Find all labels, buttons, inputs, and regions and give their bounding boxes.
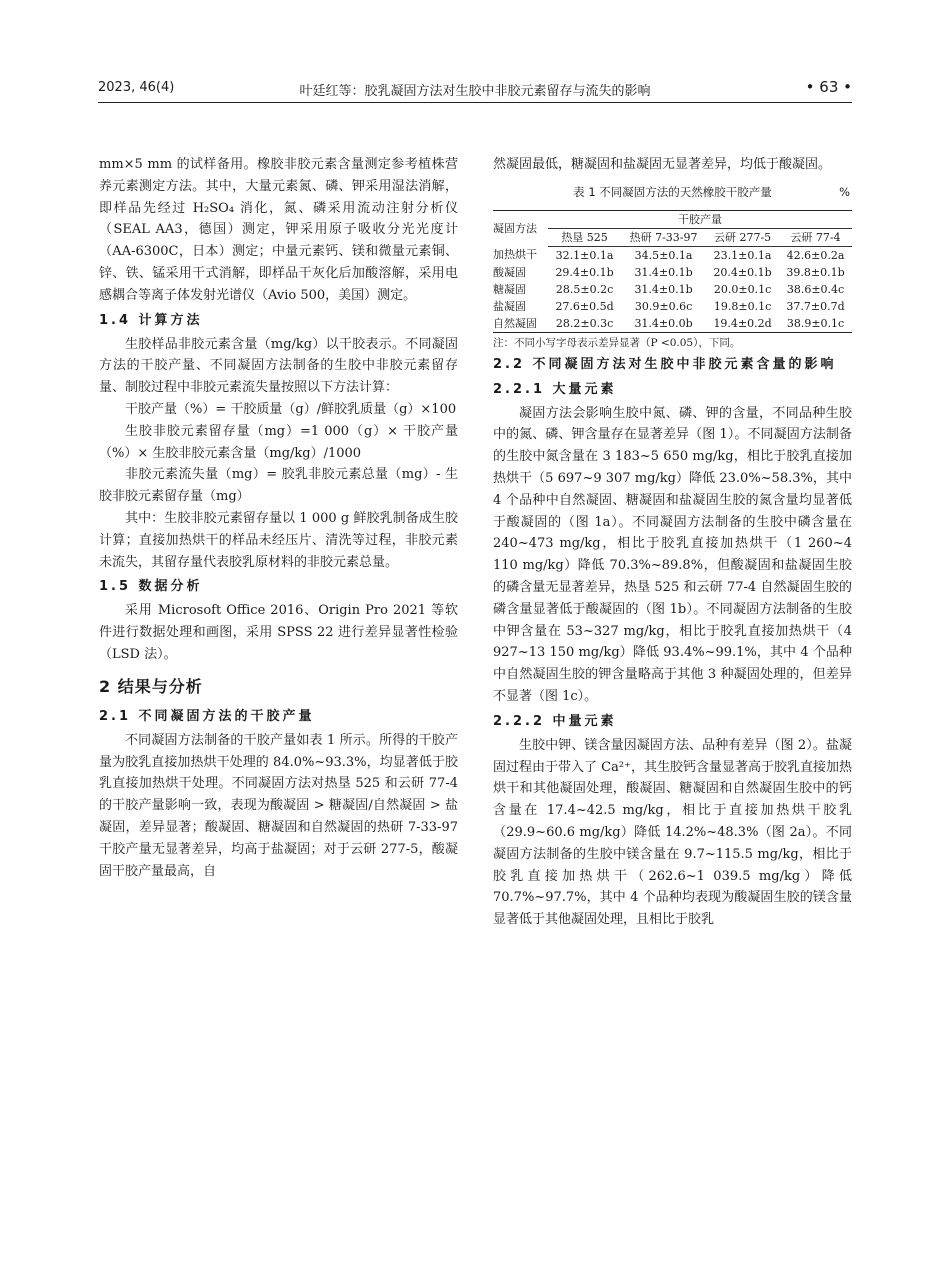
table-row-label: 自然凝固: [493, 316, 537, 330]
section-2-heading: 2 结果与分析: [99, 676, 203, 696]
table-cell: 28.2±0.3c: [555, 316, 614, 330]
table-1-caption: 表 1 不同凝固方法的天然橡胶干胶产量: [573, 184, 772, 199]
section-1-5-heading: 1.5 数据分析: [99, 579, 203, 595]
left-column: [99, 154, 458, 882]
table-cell: 19.8±0.1c: [713, 299, 772, 313]
table-cell: 19.4±0.2d: [713, 316, 772, 330]
table-1-caption-row: [493, 182, 852, 204]
running-title: 叶廷红等：胶乳凝固方法对生胶中非胶元素留存与流失的影响: [299, 84, 651, 99]
table-cell: 38.6±0.4c: [786, 282, 845, 296]
table-row-header: 凝固方法: [493, 221, 537, 235]
paragraph-macro-elements: 凝固方法会影响生胶中氮、磷、钾的含量，不同品种生胶中的氮、磷、钾含量存在显著差异（图 1）。不同凝固方法制备的生胶中氮含量在 3 183~5 650 mg/kg，相比于胶乳直接加热烘干（5 697~9 307 mg/kg）降低 23.0%~58.3%，其中 4 个品种中自然凝固、糖凝固和盐凝固生胶的氮含量均显著低于酸凝固的（图 1a）。不同凝固方法制备的生胶中磷含量在 240~473 mg/kg，相比于胶乳直接加热烘干（1 260~4 110 mg/kg）降低 70.3%~89.8%，但酸凝固和盐凝固生胶的磷含量无显著差异，热垦 525 和云研 77-4 自然凝固生胶的磷含量显著低于酸凝固的（图 1b）。不同凝固方法制备的生胶中钾含量在 53~327 mg/kg，相比于胶乳直接加热烘干（4 927~13 150 mg/kg）降低 93.4%~99.1%，其中 4 个品种中自然凝固生胶的钾含量略高于其他 3 种凝固处理的，但差异不显著（图 1c）。: [493, 405, 852, 704]
table-row: [493, 281, 852, 298]
table-row: [493, 246, 852, 264]
table-1-unit: %: [839, 184, 850, 199]
table-cell: 23.1±0.1a: [713, 248, 772, 262]
section-1-4-heading: 1.4 计算方法: [99, 312, 203, 328]
table-row-label: 加热烘干: [493, 248, 537, 262]
page-number: • 63 •: [805, 78, 852, 96]
paragraph-yield-results: 不同凝固方法制备的干胶产量如表 1 所示。所得的干胶产量为胶乳直接加热烘干处理的 84.0%~93.3%，均显著低于胶乳直接加热烘干处理。不同凝固方法对热垦 525 和云研 77-4 的干胶产量影响一致，表现为酸凝固 > 糖凝固/自然凝固 > 盐凝固，差异显著；酸凝固、糖凝固和自然凝固的热研 7-33-97 干胶产量无显著差异，均高于盐凝固；对于云研 277-5，酸凝固干胶产量最高，自: [99, 732, 458, 879]
table-cell: 31.4±0.1b: [634, 265, 693, 279]
paragraph-methods-cont: mm×5 mm 的试样备用。橡胶非胶元素含量测定参考植株营养元素测定方法。其中，大量元素氮、磷、钾采用湿法消解，即样品先经过 H₂SO₄ 消化，氮、磷采用流动注射分析仪（SEAL AA3，德国）测定，钾采用原子吸收分光光度计（AA-6300C，日本）测定；中量元素钙、镁和微量元素铜、锌、铁、锰采用干式消解，即样品干灰化后加酸溶解，采用电感耦合等离子体发射光谱仪（Avio 500，美国）测定。: [99, 157, 458, 303]
table-cell: 38.9±0.1c: [786, 316, 845, 330]
table-row-label: 酸凝固: [493, 265, 526, 279]
formula-loss: 非胶元素流失量（mg）= 胶乳非胶元素总量（mg）- 生胶非胶元素留存量（mg）: [99, 467, 458, 505]
paragraph-data-analysis: 采用 Microsoft Office 2016、Origin Pro 2021 等软件进行数据处理和画图，采用 SPSS 22 进行差异显著性检验（LSD 法）。: [99, 603, 458, 662]
table-1: [493, 210, 852, 333]
table-group-header: 干胶产量: [548, 210, 852, 228]
table-cell: 39.8±0.1b: [786, 265, 845, 279]
formula-dry-rubber-yield: 干胶产量（%）= 干胶质量（g）/鲜胶乳质量（g）×100: [125, 401, 457, 417]
section-2-2-heading: 2.2 不同凝固方法对生胶中非胶元素含量的影响: [493, 356, 837, 372]
table-col-header: 云研 277-5: [706, 228, 779, 246]
table-cell: 28.5±0.2c: [555, 282, 614, 296]
table-cell: 42.6±0.2a: [786, 248, 845, 262]
paragraph-yield-results-cont: 然凝固最低，糖凝固和盐凝固无显著差异，均低于酸凝固。: [493, 157, 832, 172]
table-row-label: 糖凝固: [493, 282, 526, 296]
table-row-label: 盐凝固: [493, 299, 526, 313]
table-col-header: 云研 77-4: [779, 228, 852, 246]
section-2-2-1-heading: 2.2.1 大量元素: [493, 381, 617, 397]
table-cell: 20.4±0.1b: [713, 265, 772, 279]
section-2-1-heading: 2.1 不同凝固方法的干胶产量: [99, 708, 315, 724]
formula-retention: 生胶非胶元素留存量（mg）=1 000（g）× 干胶产量（%）× 生胶非胶元素含量（mg/kg）/1000: [99, 423, 458, 461]
header-rule: [98, 102, 852, 103]
table-cell: 29.4±0.1b: [555, 265, 614, 279]
table-cell: 37.7±0.7d: [786, 299, 845, 313]
table-row: [493, 264, 852, 281]
page-header: [98, 80, 852, 100]
table-cell: 31.4±0.0b: [634, 316, 693, 330]
journal-issue: 2023, 46(4): [98, 80, 175, 95]
table-cell: 31.4±0.1b: [634, 282, 693, 296]
table-cell: 34.5±0.1a: [634, 248, 693, 262]
paragraph-calc-note: 其中：生胶非胶元素留存量以 1 000 g 鲜胶乳制备成生胶计算；直接加热烘干的样品未经压片、清洗等过程，非胶元素未流失，其留存量代表胶乳原材料的非胶元素总量。: [99, 510, 458, 570]
paragraph-calc-intro: 生胶样品非胶元素含量（mg/kg）以干胶表示。不同凝固方法的干胶产量、不同凝固方法制备的生胶中非胶元素留存量、制胶过程中非胶元素流失量按照以下方法计算：: [99, 336, 458, 396]
section-2-2-2-heading: 2.2.2 中量元素: [493, 713, 617, 729]
table-cell: 30.9±0.6c: [634, 299, 693, 313]
table-row: [493, 315, 852, 333]
table-col-header: 热研 7-33-97: [621, 228, 706, 246]
table-cell: 32.1±0.1a: [555, 248, 614, 262]
table-row: [493, 298, 852, 315]
table-col-header: 热垦 525: [548, 228, 621, 246]
paragraph-medium-elements: 生胶中钾、镁含量因凝固方法、品种有差异（图 2）。盐凝固过程由于带入了 Ca²⁺，其生胶钙含量显著高于胶乳直接加热烘干和其他凝固处理，酸凝固、糖凝固和自然凝固生胶中的钙含量在 17.4~42.5 mg/kg，相比于直接加热烘干胶乳（29.9~60.6 mg/kg）降低 14.2%~48.3%（图 2a）。不同凝固方法制备的生胶中镁含量在 9.7~115.5 mg/kg，相比于胶乳直接加热烘干（262.6~1 039.5 mg/kg）降低 70.7%~97.7%，其中 4 个品种均表现为酸凝固生胶的镁含量显著低于其他凝固处理，且相比于胶乳: [493, 737, 852, 928]
table-1-note: 注：不同小写字母表示差异显著（P <0.05），下同。: [493, 336, 741, 349]
right-column: [493, 154, 852, 931]
table-cell: 27.6±0.5d: [555, 299, 614, 313]
table-cell: 20.0±0.1c: [713, 282, 772, 296]
